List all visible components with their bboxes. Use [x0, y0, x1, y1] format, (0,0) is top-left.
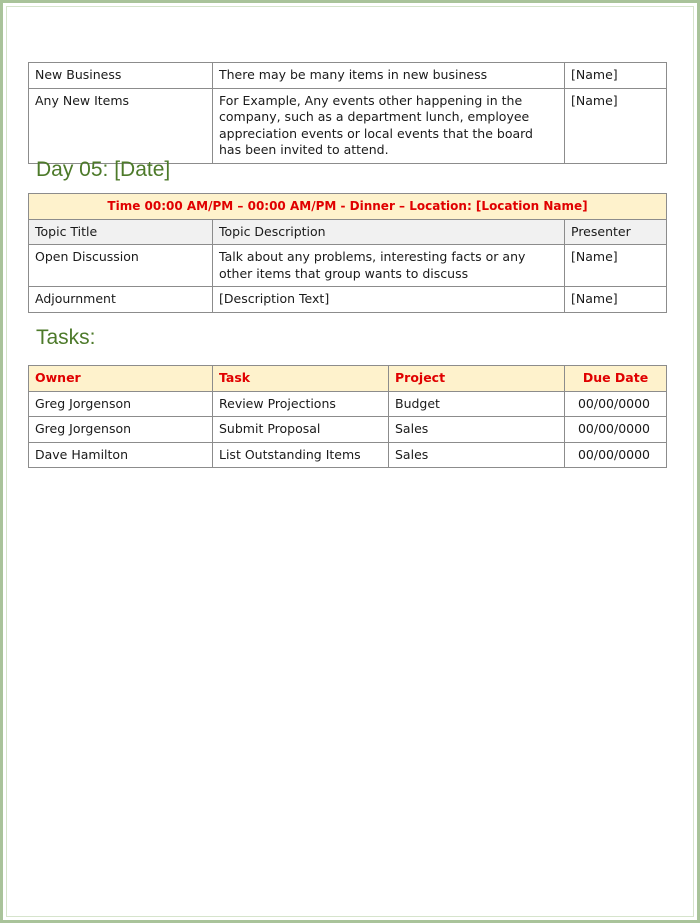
presenter-cell: [Name] — [565, 287, 667, 313]
task-cell: Review Projections — [213, 391, 389, 417]
due-date-cell: 00/00/0000 — [565, 417, 667, 443]
table-row — [29, 88, 667, 163]
time-location-banner: Time 00:00 AM/PM – 00:00 AM/PM - Dinner – Location: [Location Name] — [29, 194, 667, 220]
column-header-topic: Topic Title — [29, 219, 213, 245]
due-date-cell: 00/00/0000 — [565, 391, 667, 417]
column-header-row — [29, 366, 667, 392]
owner-cell: Greg Jorgenson — [29, 417, 213, 443]
topic-cell: New Business — [29, 63, 213, 89]
table-row — [29, 287, 667, 313]
presenter-cell: [Name] — [565, 245, 667, 287]
project-cell: Sales — [389, 442, 565, 468]
column-header-due-date: Due Date — [565, 366, 667, 392]
presenter-cell: [Name] — [565, 63, 667, 89]
topic-cell: Any New Items — [29, 88, 213, 163]
column-header-project: Project — [389, 366, 565, 392]
column-header-task: Task — [213, 366, 389, 392]
column-header-presenter: Presenter — [565, 219, 667, 245]
topic-cell: Open Discussion — [29, 245, 213, 287]
description-cell: There may be many items in new business — [213, 63, 565, 89]
column-header-description: Topic Description — [213, 219, 565, 245]
agenda-table-continued — [28, 62, 667, 164]
table-row — [29, 245, 667, 287]
column-header-row — [29, 219, 667, 245]
day5-agenda-table — [28, 193, 667, 313]
project-cell: Budget — [389, 391, 565, 417]
table-row — [29, 391, 667, 417]
table-row — [29, 442, 667, 468]
tasks-table — [28, 365, 667, 468]
topic-cell: Adjournment — [29, 287, 213, 313]
owner-cell: Dave Hamilton — [29, 442, 213, 468]
day-heading: Day 05: [Date] — [36, 158, 171, 181]
description-cell: [Description Text] — [213, 287, 565, 313]
project-cell: Sales — [389, 417, 565, 443]
table-row — [29, 417, 667, 443]
column-header-owner: Owner — [29, 366, 213, 392]
table-row — [29, 63, 667, 89]
tasks-heading: Tasks: — [36, 326, 96, 349]
description-cell: For Example, Any events other happening in the company, such as a department lunch, employee appreciation events or local events that the board has been invited to attend. — [213, 88, 565, 163]
time-location-banner-row — [29, 194, 667, 220]
owner-cell: Greg Jorgenson — [29, 391, 213, 417]
description-cell: Talk about any problems, interesting facts or any other items that group wants to discuss — [213, 245, 565, 287]
due-date-cell: 00/00/0000 — [565, 442, 667, 468]
task-cell: List Outstanding Items — [213, 442, 389, 468]
task-cell: Submit Proposal — [213, 417, 389, 443]
presenter-cell: [Name] — [565, 88, 667, 163]
